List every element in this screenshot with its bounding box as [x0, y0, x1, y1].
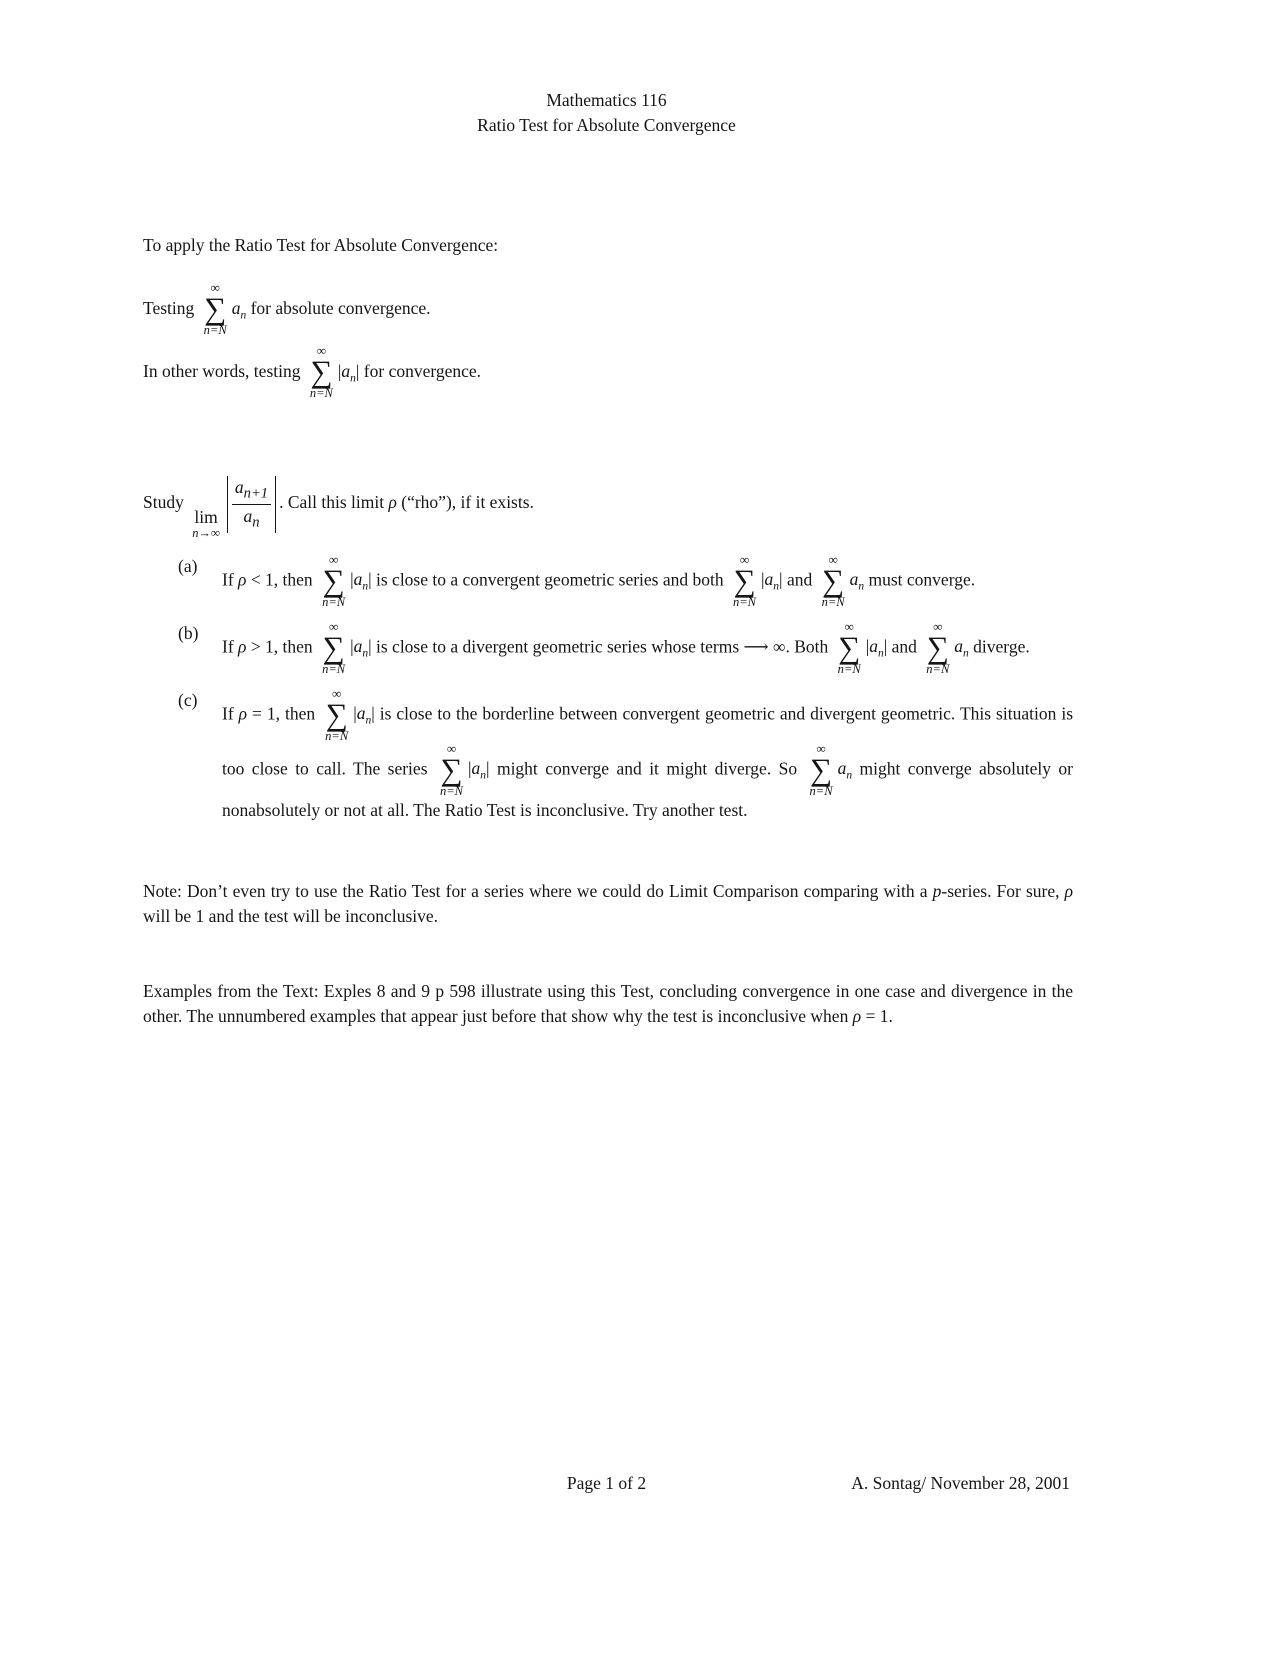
abs-bar: | — [368, 636, 372, 657]
math-var-a: a — [954, 636, 964, 657]
math-var-a: a — [341, 360, 351, 381]
infinity-upper-limit: ∞ — [844, 618, 854, 634]
subscript-n-plus-1: n+1 — [243, 485, 269, 502]
sigma-icon: ∑ — [325, 696, 348, 732]
math-var: ρ — [238, 703, 248, 724]
sigma-icon: ∑ — [838, 629, 861, 665]
abs-bar: | — [350, 636, 354, 657]
math-var: p — [932, 880, 942, 901]
text-run: (“rho”), if it exists. — [396, 492, 534, 513]
footer-credit: A. Sontag/ November 28, 2001 — [851, 1473, 1070, 1493]
abs-bar: | — [371, 703, 375, 724]
infinity-upper-limit: ∞ — [210, 280, 220, 295]
item-a-text — [222, 551, 1073, 609]
abs-a-n-term — [350, 569, 372, 593]
sigma-icon: ∑ — [322, 562, 345, 598]
footer-page-number: Page 1 of 2 — [566, 1473, 647, 1493]
math-var-a: a — [353, 569, 363, 590]
text-run: To apply the Ratio Test for Absolute Convergence: — [143, 235, 499, 255]
abs-bar: | — [865, 636, 870, 657]
title-line-2: Ratio Test for Absolute Convergence — [477, 115, 736, 135]
math-var-a: a — [764, 569, 774, 590]
abs-bar: | — [467, 758, 472, 779]
summation-symbol — [821, 551, 845, 609]
abs-bar: | — [337, 360, 342, 381]
math-var-a: a — [231, 297, 241, 318]
sigma-icon: ∑ — [733, 562, 756, 598]
text-run: In other words, testing — [143, 360, 305, 381]
sigma-icon: ∑ — [310, 354, 333, 389]
item-b-label: (b) — [178, 622, 199, 643]
summation-symbol — [733, 551, 757, 609]
math-var: ρ — [238, 636, 247, 657]
infinity-upper-limit: ∞ — [332, 685, 342, 701]
n-to-infinity: n→∞ — [192, 525, 220, 540]
lower-limit-n-equals-N: n=N — [821, 594, 845, 609]
sigma-icon: ∑ — [204, 291, 227, 326]
item-a — [143, 551, 1073, 609]
infinity-upper-limit: ∞ — [739, 551, 750, 567]
doc-body — [143, 233, 1073, 1029]
doc-footer — [143, 1473, 1070, 1498]
abs-bar: | — [761, 569, 765, 590]
subscript-n: n — [362, 580, 369, 593]
para-study — [143, 476, 1073, 540]
text-run: -series. For sure, — [941, 880, 1065, 901]
math-var: ρ — [1064, 880, 1074, 901]
math-var: ρ — [388, 492, 397, 513]
text-run: will be 1 and the test will be inconclusive. — [143, 905, 439, 926]
abs-bar: | — [779, 569, 783, 590]
abs-a-n-term — [337, 360, 360, 385]
para-testing-text — [143, 280, 431, 337]
subscript-n: n — [858, 580, 865, 593]
text-run: for convergence. — [359, 360, 482, 381]
text-run: for absolute convergence. — [246, 297, 431, 318]
para-examples — [143, 979, 1073, 1029]
limit-operator — [192, 508, 220, 540]
numerator-a-n-plus-1 — [232, 477, 271, 505]
item-a-label: (a) — [178, 555, 198, 576]
summation-symbol — [926, 618, 950, 676]
summation-symbol — [204, 282, 227, 337]
infinity-upper-limit: ∞ — [316, 343, 327, 358]
abs-ratio-fraction — [227, 476, 276, 533]
text-run: diverge. — [968, 636, 1030, 657]
subscript-n: n — [846, 769, 853, 782]
subscript-n: n — [240, 309, 247, 322]
math-var-a: a — [243, 506, 253, 527]
para-study-text — [143, 477, 534, 540]
abs-bar: | — [353, 703, 357, 724]
abs-a-n-term — [353, 703, 375, 727]
lower-limit-n-equals-N: n=N — [733, 594, 757, 609]
para-inotherwords — [143, 345, 1073, 400]
lower-limit-n-equals-N: n=N — [322, 594, 346, 609]
abs-bar: | — [486, 758, 490, 779]
infinity-upper-limit: ∞ — [328, 551, 339, 567]
text-run: Study — [143, 492, 189, 513]
a-n-term — [954, 636, 969, 660]
para-note — [143, 879, 1073, 929]
subscript-n: n — [773, 580, 780, 593]
text-run: If — [222, 636, 239, 657]
abs-bar: | — [368, 569, 372, 590]
subscript-n: n — [252, 514, 260, 531]
math-var-a: a — [471, 758, 481, 779]
text-run: . Call this limit — [279, 492, 389, 513]
infinity-upper-limit: ∞ — [446, 740, 457, 756]
text-run: Note: Don’t even try to use the Ratio Test for a series where we could do Limit Comparison comparing with a — [143, 880, 933, 901]
summation-symbol — [439, 740, 463, 798]
para-testing — [143, 282, 1073, 337]
item-c-text — [222, 685, 1074, 823]
para-inotherwords-text — [143, 343, 482, 400]
sigma-icon: ∑ — [322, 629, 345, 665]
lower-limit-n-equals-N: n=N — [439, 783, 463, 798]
text-run: and — [782, 569, 817, 590]
text-run: = 1, then — [247, 703, 321, 724]
subscript-n: n — [480, 769, 486, 782]
text-run: If — [222, 703, 239, 724]
text-run: is close to the borderline between convergent geometric and divergent geometric. This situation is too close to call. The series — [222, 703, 1074, 779]
subscript-n: n — [877, 647, 884, 660]
lower-limit-n-equals-N: n=N — [325, 728, 349, 743]
abs-a-n-term — [865, 636, 888, 660]
lower-limit-n-equals-N: n=N — [837, 661, 861, 676]
math-var: ρ — [238, 569, 247, 590]
math-var: ρ — [852, 1005, 862, 1026]
item-c-label: (c) — [178, 689, 198, 710]
text-run: and — [887, 636, 922, 657]
math-var-a: a — [849, 569, 859, 590]
abs-bar: | — [883, 636, 888, 657]
summation-symbol — [322, 618, 346, 676]
title-line-1: Mathematics 116 — [546, 90, 667, 110]
a-n-term — [231, 297, 247, 322]
subscript-n: n — [362, 647, 369, 660]
abs-bar: | — [355, 360, 360, 381]
lower-limit-n-equals-N: n=N — [322, 661, 346, 676]
para-apply-text — [143, 235, 498, 255]
infinity-upper-limit: ∞ — [933, 618, 943, 634]
para-examples-text — [143, 981, 1073, 1026]
a-n-term — [849, 569, 865, 593]
text-run: If — [222, 569, 239, 590]
math-var-a: a — [837, 758, 847, 779]
subscript-n: n — [963, 647, 969, 660]
sigma-icon: ∑ — [809, 751, 833, 787]
abs-a-n-term — [350, 636, 372, 660]
summation-symbol — [325, 685, 349, 743]
abs-a-n-term — [761, 569, 783, 593]
text-run: Testing — [143, 297, 199, 318]
lower-limit-n-equals-N: n=N — [203, 323, 227, 337]
math-var-a: a — [869, 636, 878, 657]
summation-symbol — [322, 551, 346, 609]
text-run: = 1. — [861, 1005, 893, 1026]
infinity-upper-limit: ∞ — [828, 551, 838, 567]
sigma-icon: ∑ — [926, 629, 949, 665]
text-run: might converge absolutely or nonabsolutely or not at all. The Ratio Test is inconclusive. Try another test. — [222, 758, 1073, 820]
sigma-icon: ∑ — [822, 562, 845, 598]
text-run: Examples from the Text: Exples 8 and 9 p 598 illustrate using this Test, concluding convergence in one case and divergence in the other. The unnumbered examples that appear just before that show why the test is inconclusive when — [143, 980, 1073, 1026]
item-b — [143, 618, 1073, 676]
math-var-a: a — [234, 477, 244, 497]
sigma-icon: ∑ — [440, 751, 463, 787]
denominator-a-n — [243, 505, 259, 531]
text-run: is close to a divergent geometric series whose terms ⟶ ∞. Both — [371, 636, 833, 657]
subscript-n: n — [350, 372, 356, 385]
text-run: < 1, then — [246, 569, 318, 590]
summation-symbol — [837, 618, 861, 676]
math-var-a: a — [356, 703, 366, 724]
subscript-n: n — [365, 714, 372, 727]
lower-limit-n-equals-N: n=N — [309, 386, 333, 400]
item-c — [143, 685, 1074, 823]
infinity-upper-limit: ∞ — [816, 740, 826, 756]
text-run: must converge. — [864, 569, 976, 590]
summation-symbol — [809, 740, 833, 798]
doc-title — [143, 88, 1070, 138]
para-note-text — [143, 881, 1073, 926]
lim-word: lim — [194, 507, 218, 528]
para-apply — [143, 233, 1073, 258]
text-run: > 1, then — [246, 636, 318, 657]
a-n-term — [837, 758, 853, 782]
abs-bar: | — [350, 569, 354, 590]
summation-symbol — [310, 345, 333, 400]
math-var-a: a — [353, 636, 363, 657]
text-run: is close to a convergent geometric series and both — [371, 569, 728, 590]
lower-limit-n-equals-N: n=N — [809, 783, 833, 798]
abs-a-n-term — [467, 758, 490, 782]
text-run: might converge and it might diverge. So — [489, 758, 805, 779]
item-b-text — [222, 618, 1073, 676]
infinity-upper-limit: ∞ — [328, 618, 339, 634]
lower-limit-n-equals-N: n=N — [926, 661, 950, 676]
